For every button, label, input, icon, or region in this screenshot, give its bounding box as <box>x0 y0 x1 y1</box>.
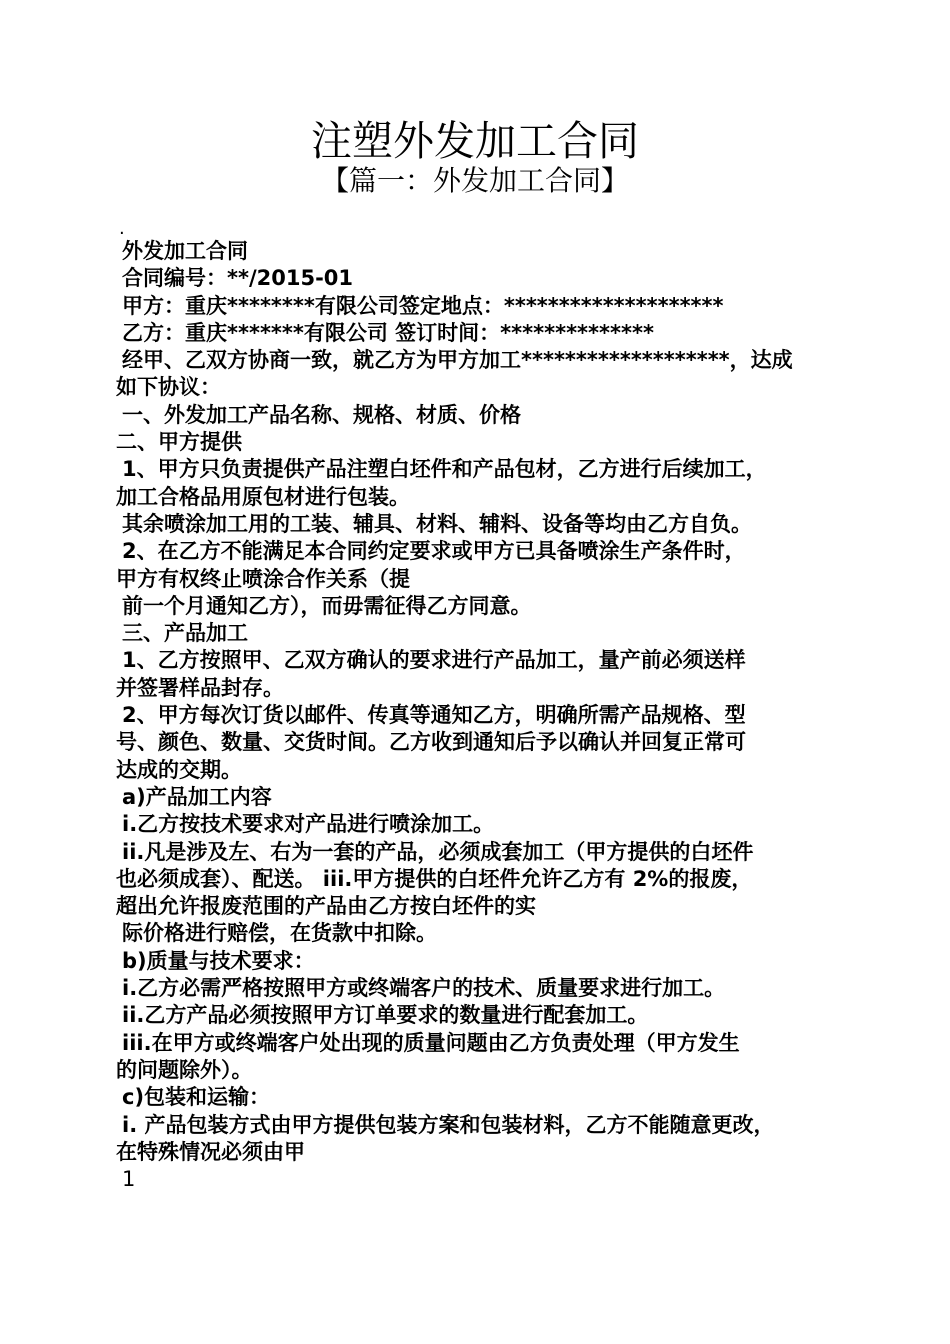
document-body <box>116 220 846 1193</box>
body-line: i.乙方必需严格按照甲方或终端客户的技术、质量要求进行加工。 <box>122 976 726 1001</box>
body-line: 甲方有权终止喷涂合作关系（提 <box>116 566 410 591</box>
body-line: 的问题除外）。 <box>116 1057 253 1082</box>
body-line: 外发加工合同 <box>122 239 248 263</box>
body-line: 1、甲方只负责提供产品注塑白坯件和产品包材，乙方进行后续加工， <box>122 457 767 482</box>
body-line: ii.凡是涉及左、右为一套的产品，必须成套加工（甲方提供的白坯件 <box>122 839 754 864</box>
body-line: 也必须成套）、配送。 iii.甲方提供的白坯件允许乙方有 2%的报废， <box>116 866 753 891</box>
body-line: 际价格进行赔偿，在货款中扣除。 <box>122 921 437 946</box>
body-line: 超出允许报废范围的产品由乙方按白坯件的实 <box>116 894 536 919</box>
body-line: 乙方：重庆*******有限公司 签订时间：************** <box>122 320 654 345</box>
subsection-heading: a)产品加工内容 <box>122 784 272 809</box>
body-line: 经甲、乙双方协商一致，就乙方为甲方加工*******************，达成 <box>122 348 793 373</box>
body-line: 如下协议： <box>116 375 221 400</box>
body-line: 1、乙方按照甲、乙双方确认的要求进行产品加工，量产前必须送样 <box>122 648 746 673</box>
body-line: 2、甲方每次订货以邮件、传真等通知乙方，明确所需产品规格、型 <box>122 703 746 728</box>
body-line: 达成的交期。 <box>116 757 242 782</box>
body-line: 合同编号：**/2015-01 <box>122 266 354 291</box>
section-heading: 一、外发加工产品名称、规格、材质、价格 <box>122 402 521 427</box>
section-heading: 三、产品加工 <box>122 621 248 646</box>
body-line: 其余喷涂加工用的工装、辅具、材料、辅料、设备等均由乙方自负。 <box>122 511 752 536</box>
body-line: 加工合格品用原包材进行包装。 <box>116 484 410 509</box>
body-line: 前一个月通知乙方），而毋需征得乙方同意。 <box>122 593 532 618</box>
section-heading: 二、甲方提供 <box>116 430 242 455</box>
page-number: 1 <box>122 1167 136 1192</box>
body-line: . <box>119 218 125 239</box>
document-title: 注塑外发加工合同 <box>311 117 639 165</box>
document-subtitle: 【篇一：外发加工合同】 <box>320 164 629 197</box>
body-line: i.乙方按技术要求对产品进行喷涂加工。 <box>122 812 495 837</box>
body-line: ii.乙方产品必须按照甲方订单要求的数量进行配套加工。 <box>122 1003 649 1028</box>
subsection-heading: b)质量与技术要求： <box>122 948 315 973</box>
subsection-heading: c)包装和运输： <box>122 1085 271 1110</box>
body-line: 并签署样品封存。 <box>116 675 284 700</box>
body-line: 甲方：重庆********有限公司签定地点：******************** <box>122 293 724 318</box>
body-line: 号、颜色、数量、交货时间。乙方收到通知后予以确认并回复正常可 <box>116 730 746 755</box>
body-line: i. 产品包装方式由甲方提供包装方案和包装材料，乙方不能随意更改， <box>122 1112 775 1137</box>
body-line: 2、在乙方不能满足本合同约定要求或甲方已具备喷涂生产条件时， <box>122 539 746 564</box>
body-line: iii.在甲方或终端客户处出现的质量问题由乙方负责处理（甲方发生 <box>122 1030 740 1055</box>
body-line: 在特殊情况必须由甲 <box>116 1139 305 1164</box>
